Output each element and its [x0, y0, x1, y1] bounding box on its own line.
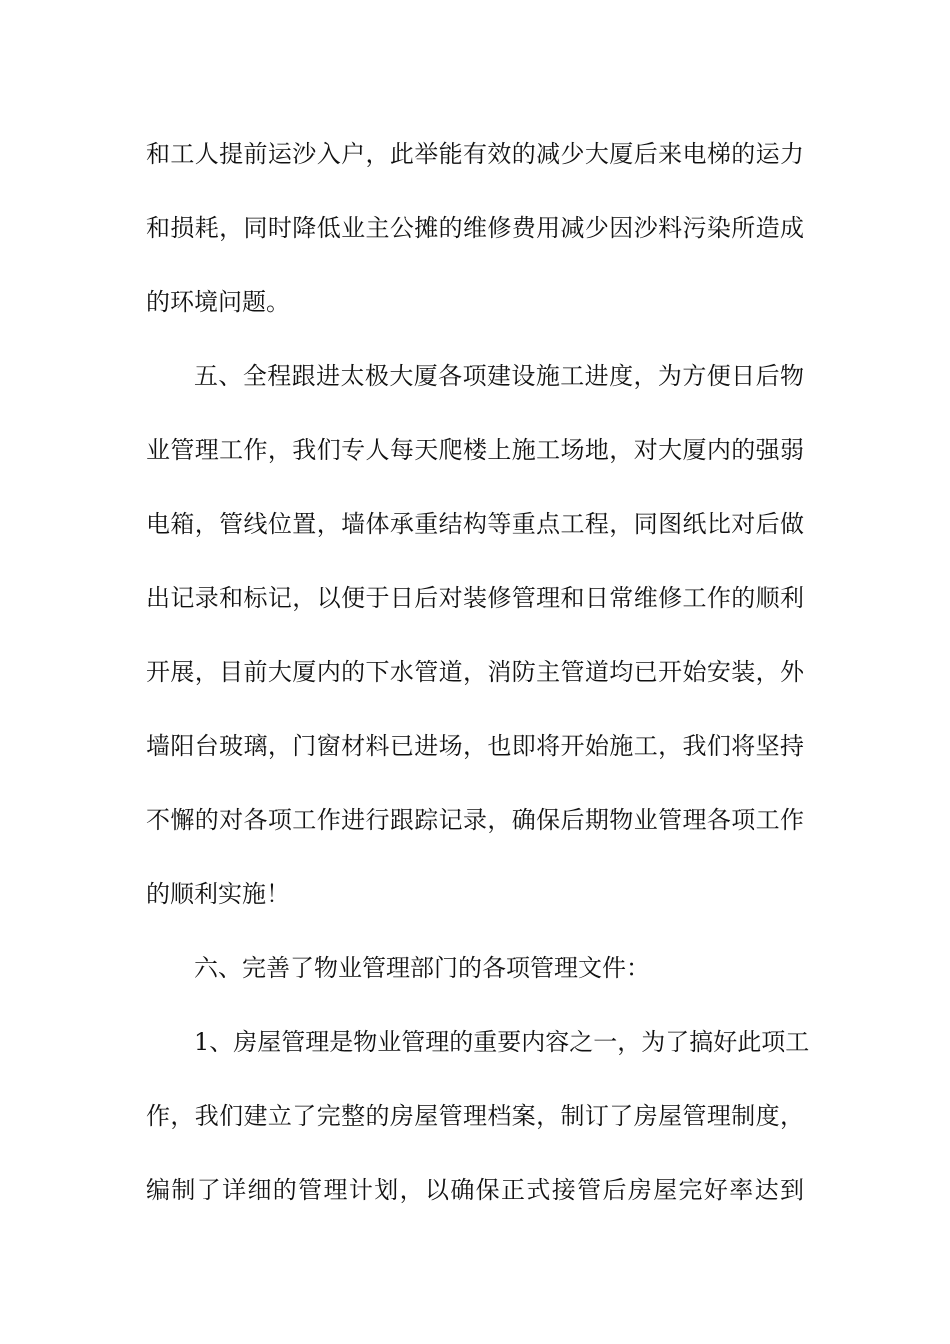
paragraph-line: 电箱，管线位置，墙体承重结构等重点工程，同图纸比对后做	[146, 510, 804, 538]
paragraph-line: 不懈的对各项工作进行跟踪记录，确保后期物业管理各项工作	[146, 806, 804, 834]
paragraph-line: 和损耗，同时降低业主公摊的维修费用减少因沙料污染所造成	[146, 214, 804, 242]
item-one-line: 1、房屋管理是物业管理的重要内容之一，为了搞好此项工	[194, 1028, 810, 1056]
section-six-heading: 六、完善了物业管理部门的各项管理文件：	[194, 954, 650, 982]
paragraph-line: 作，我们建立了完整的房屋管理档案，制订了房屋管理制度，	[146, 1102, 804, 1130]
paragraph-line: 和工人提前运沙入户，此举能有效的减少大厦后来电梯的运力	[146, 140, 804, 168]
paragraph-line: 编制了详细的管理计划，以确保正式接管后房屋完好率达到	[146, 1176, 804, 1204]
paragraph-line: 开展，目前大厦内的下水管道，消防主管道均已开始安装，外	[146, 658, 804, 686]
paragraph-line: 的顺利实施！	[146, 880, 290, 908]
section-five-heading-line: 五、全程跟进太极大厦各项建设施工进度，为方便日后物	[194, 362, 804, 390]
paragraph-line: 的环境问题。	[146, 288, 290, 316]
paragraph-line: 出记录和标记，以便于日后对装修管理和日常维修工作的顺利	[146, 584, 804, 612]
paragraph-line: 业管理工作，我们专人每天爬楼上施工场地，对大厦内的强弱	[146, 436, 804, 464]
paragraph-line: 墙阳台玻璃，门窗材料已进场，也即将开始施工，我们将坚持	[146, 732, 804, 760]
